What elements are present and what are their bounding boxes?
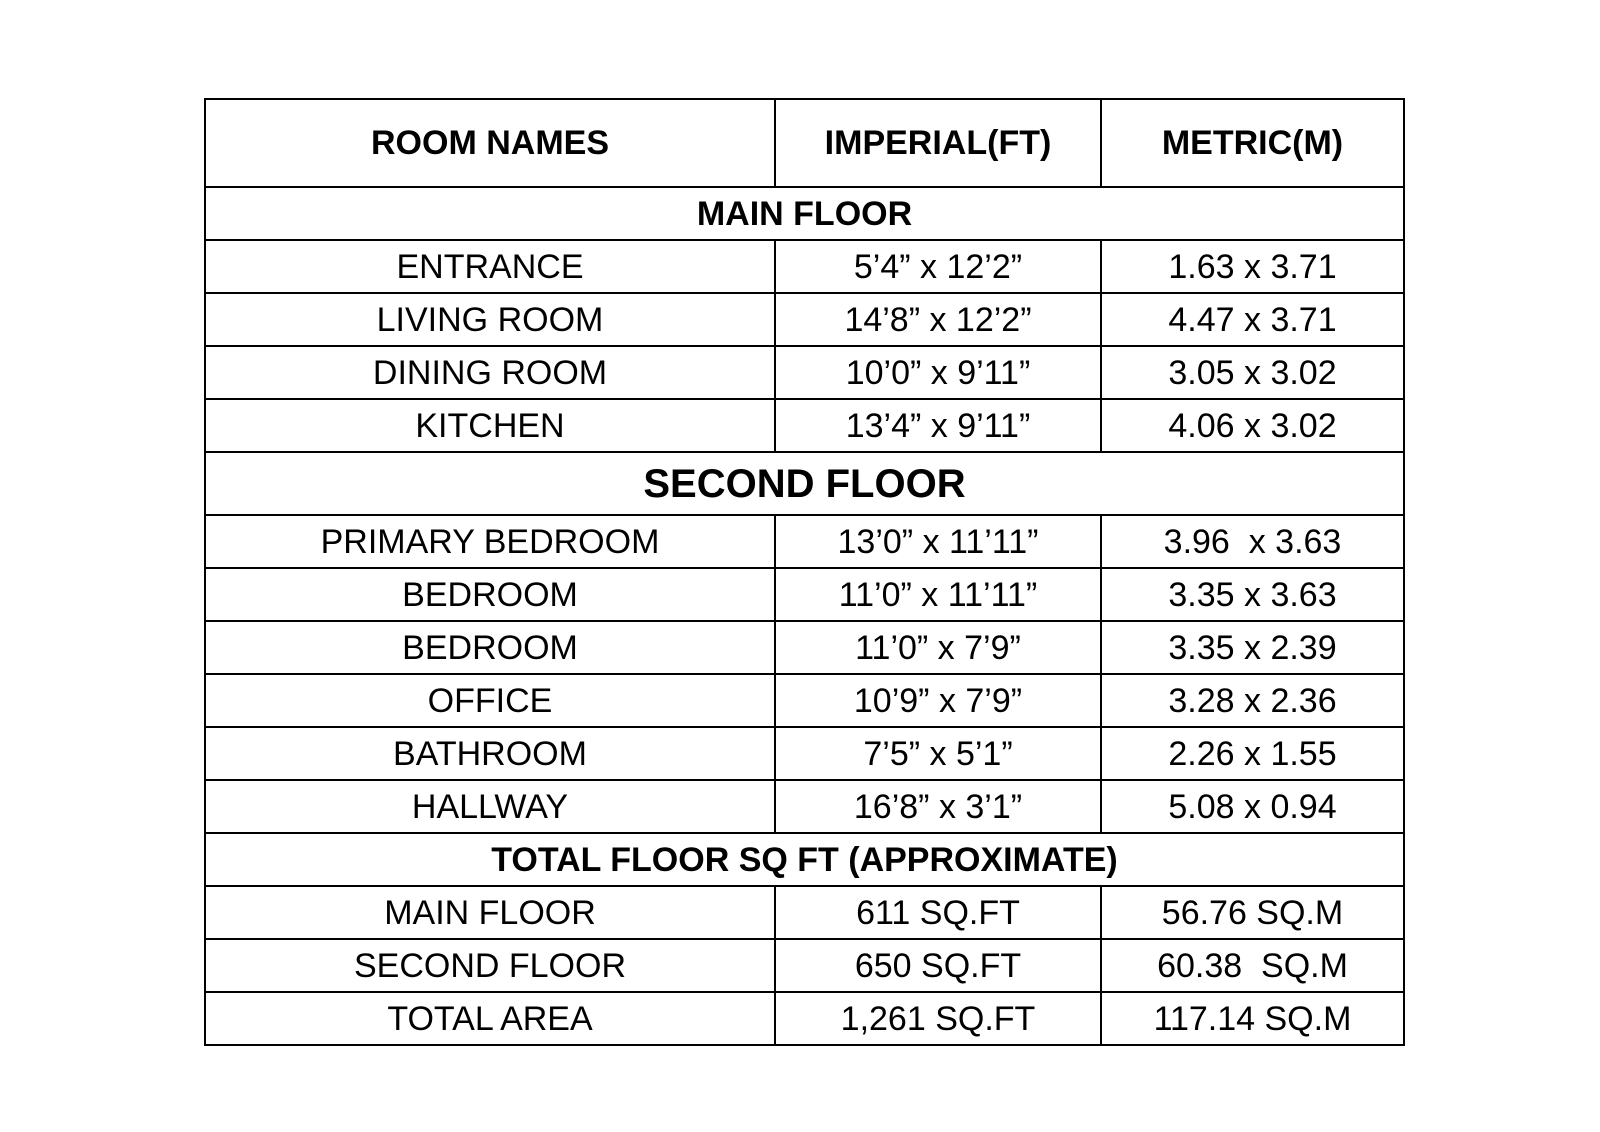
room-name-cell: LIVING ROOM [205,293,775,346]
imperial-cell: 11’0” x 11’11” [775,568,1101,621]
metric-cell: 4.47 x 3.71 [1101,293,1404,346]
metric-cell: 1.63 x 3.71 [1101,240,1404,293]
imperial-cell: 611 SQ.FT [775,886,1101,939]
metric-cell: 5.08 x 0.94 [1101,780,1404,833]
header-room-names: ROOM NAMES [205,99,775,187]
room-name-cell: ENTRANCE [205,240,775,293]
table-row [205,568,1404,621]
section-title-totals: TOTAL FLOOR SQ FT (APPROXIMATE) [205,833,1404,886]
metric-cell: 3.35 x 3.63 [1101,568,1404,621]
imperial-cell: 14’8” x 12’2” [775,293,1101,346]
header-metric: METRIC(M) [1101,99,1404,187]
room-name-cell: BEDROOM [205,568,775,621]
header-imperial: IMPERIAL(FT) [775,99,1101,187]
imperial-cell: 13’4” x 9’11” [775,399,1101,452]
imperial-cell: 10’9” x 7’9” [775,674,1101,727]
room-name-cell: HALLWAY [205,780,775,833]
metric-cell: 4.06 x 3.02 [1101,399,1404,452]
table-row [205,886,1404,939]
table-row [205,399,1404,452]
table-row [205,780,1404,833]
room-name-cell: PRIMARY BEDROOM [205,515,775,568]
imperial-cell: 650 SQ.FT [775,939,1101,992]
room-name-cell: BEDROOM [205,621,775,674]
metric-cell: 3.28 x 2.36 [1101,674,1404,727]
room-name-cell: BATHROOM [205,727,775,780]
imperial-cell: 13’0” x 11’11” [775,515,1101,568]
metric-cell: 2.26 x 1.55 [1101,727,1404,780]
header-row [205,99,1404,187]
metric-cell: 117.14 SQ.M [1101,992,1404,1045]
room-name-cell: MAIN FLOOR [205,886,775,939]
metric-cell: 3.96 x 3.63 [1101,515,1404,568]
table-row [205,992,1404,1045]
table-row [205,346,1404,399]
metric-cell: 60.38 SQ.M [1101,939,1404,992]
room-name-cell: SECOND FLOOR [205,939,775,992]
room-name-cell: KITCHEN [205,399,775,452]
table-row [205,515,1404,568]
metric-cell: 3.35 x 2.39 [1101,621,1404,674]
table-row [205,240,1404,293]
imperial-cell: 1,261 SQ.FT [775,992,1101,1045]
section-row-second-floor [205,452,1404,515]
table-row [205,621,1404,674]
imperial-cell: 5’4” x 12’2” [775,240,1101,293]
section-row-totals [205,833,1404,886]
table-row [205,674,1404,727]
room-name-cell: DINING ROOM [205,346,775,399]
table-row [205,293,1404,346]
section-row-main-floor [205,187,1404,240]
imperial-cell: 10’0” x 9’11” [775,346,1101,399]
imperial-cell: 11’0” x 7’9” [775,621,1101,674]
section-title-main-floor: MAIN FLOOR [205,187,1404,240]
metric-cell: 3.05 x 3.02 [1101,346,1404,399]
imperial-cell: 7’5” x 5’1” [775,727,1101,780]
metric-cell: 56.76 SQ.M [1101,886,1404,939]
room-name-cell: OFFICE [205,674,775,727]
table-row [205,939,1404,992]
room-name-cell: TOTAL AREA [205,992,775,1045]
imperial-cell: 16’8” x 3’1” [775,780,1101,833]
section-title-second-floor: SECOND FLOOR [205,452,1404,515]
room-dimensions-table [204,98,1405,1046]
table-row [205,727,1404,780]
